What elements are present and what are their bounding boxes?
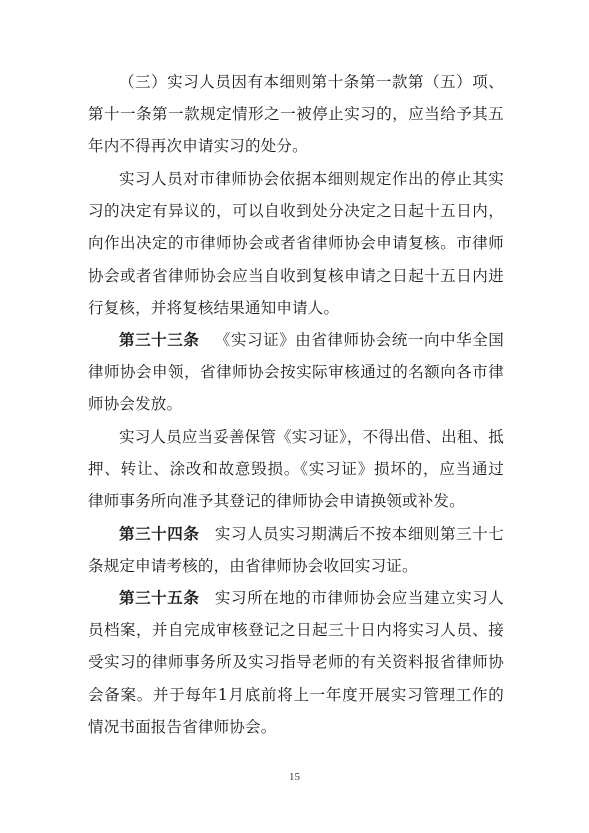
article-33 <box>88 324 504 421</box>
article-35 <box>88 582 504 743</box>
paragraph-4-text: 实习人员应当妥善保管《实习证》，不得出借、出租、抵押、转让、涂改和故意毁损。《实习证》损坏的，应当通过律师事务所向准予其登记的律师协会申请换领或补发。 <box>88 428 504 511</box>
paragraph-2-text: 实习人员对市律师协会依据本细则规定作出的停止其实习的决定有异议的，可以自收到处分决定之日起十五日内，向作出决定的市律师协会或者省律师协会申请复核。市律师协会或者省律师协会应当自收到复核申请之日起十五日内进行复核，并将复核结果通知申请人。 <box>88 170 504 317</box>
article-34-heading: 第三十四条 <box>119 524 200 543</box>
page-number: 15 <box>289 771 300 783</box>
article-35-heading: 第三十五条 <box>119 588 200 607</box>
paragraph-2 <box>88 163 504 324</box>
article-35-text: 实习所在地的市律师协会应当建立实习人员档案，并自完成审核登记之日起三十日内将实习人员、接受实习的律师事务所及实习指导老师的有关资料报省律师协会备案。并于每年1月底前将上一年度开展实习管理工作的情况书面报告省律师协会。 <box>88 589 504 736</box>
paragraph-1-text: （三）实习人员因有本细则第十条第一款第（五）项、第十一条第一款规定情形之一被停止实习的，应当给予其五年内不得再次申请实习的处分。 <box>88 73 504 156</box>
paragraph-4 <box>88 421 504 518</box>
paragraph-1 <box>88 66 504 163</box>
article-34 <box>88 518 504 582</box>
article-33-text: 《实习证》由省律师协会统一向中华全国律师协会申领，省律师协会按实际审核通过的名额向各市律师协会发放。 <box>88 331 504 414</box>
article-33-heading: 第三十三条 <box>119 330 200 349</box>
article-34-text: 实习人员实习期满后不按本细则第三十七条规定申请考核的，由省律师协会收回实习证。 <box>88 525 504 576</box>
